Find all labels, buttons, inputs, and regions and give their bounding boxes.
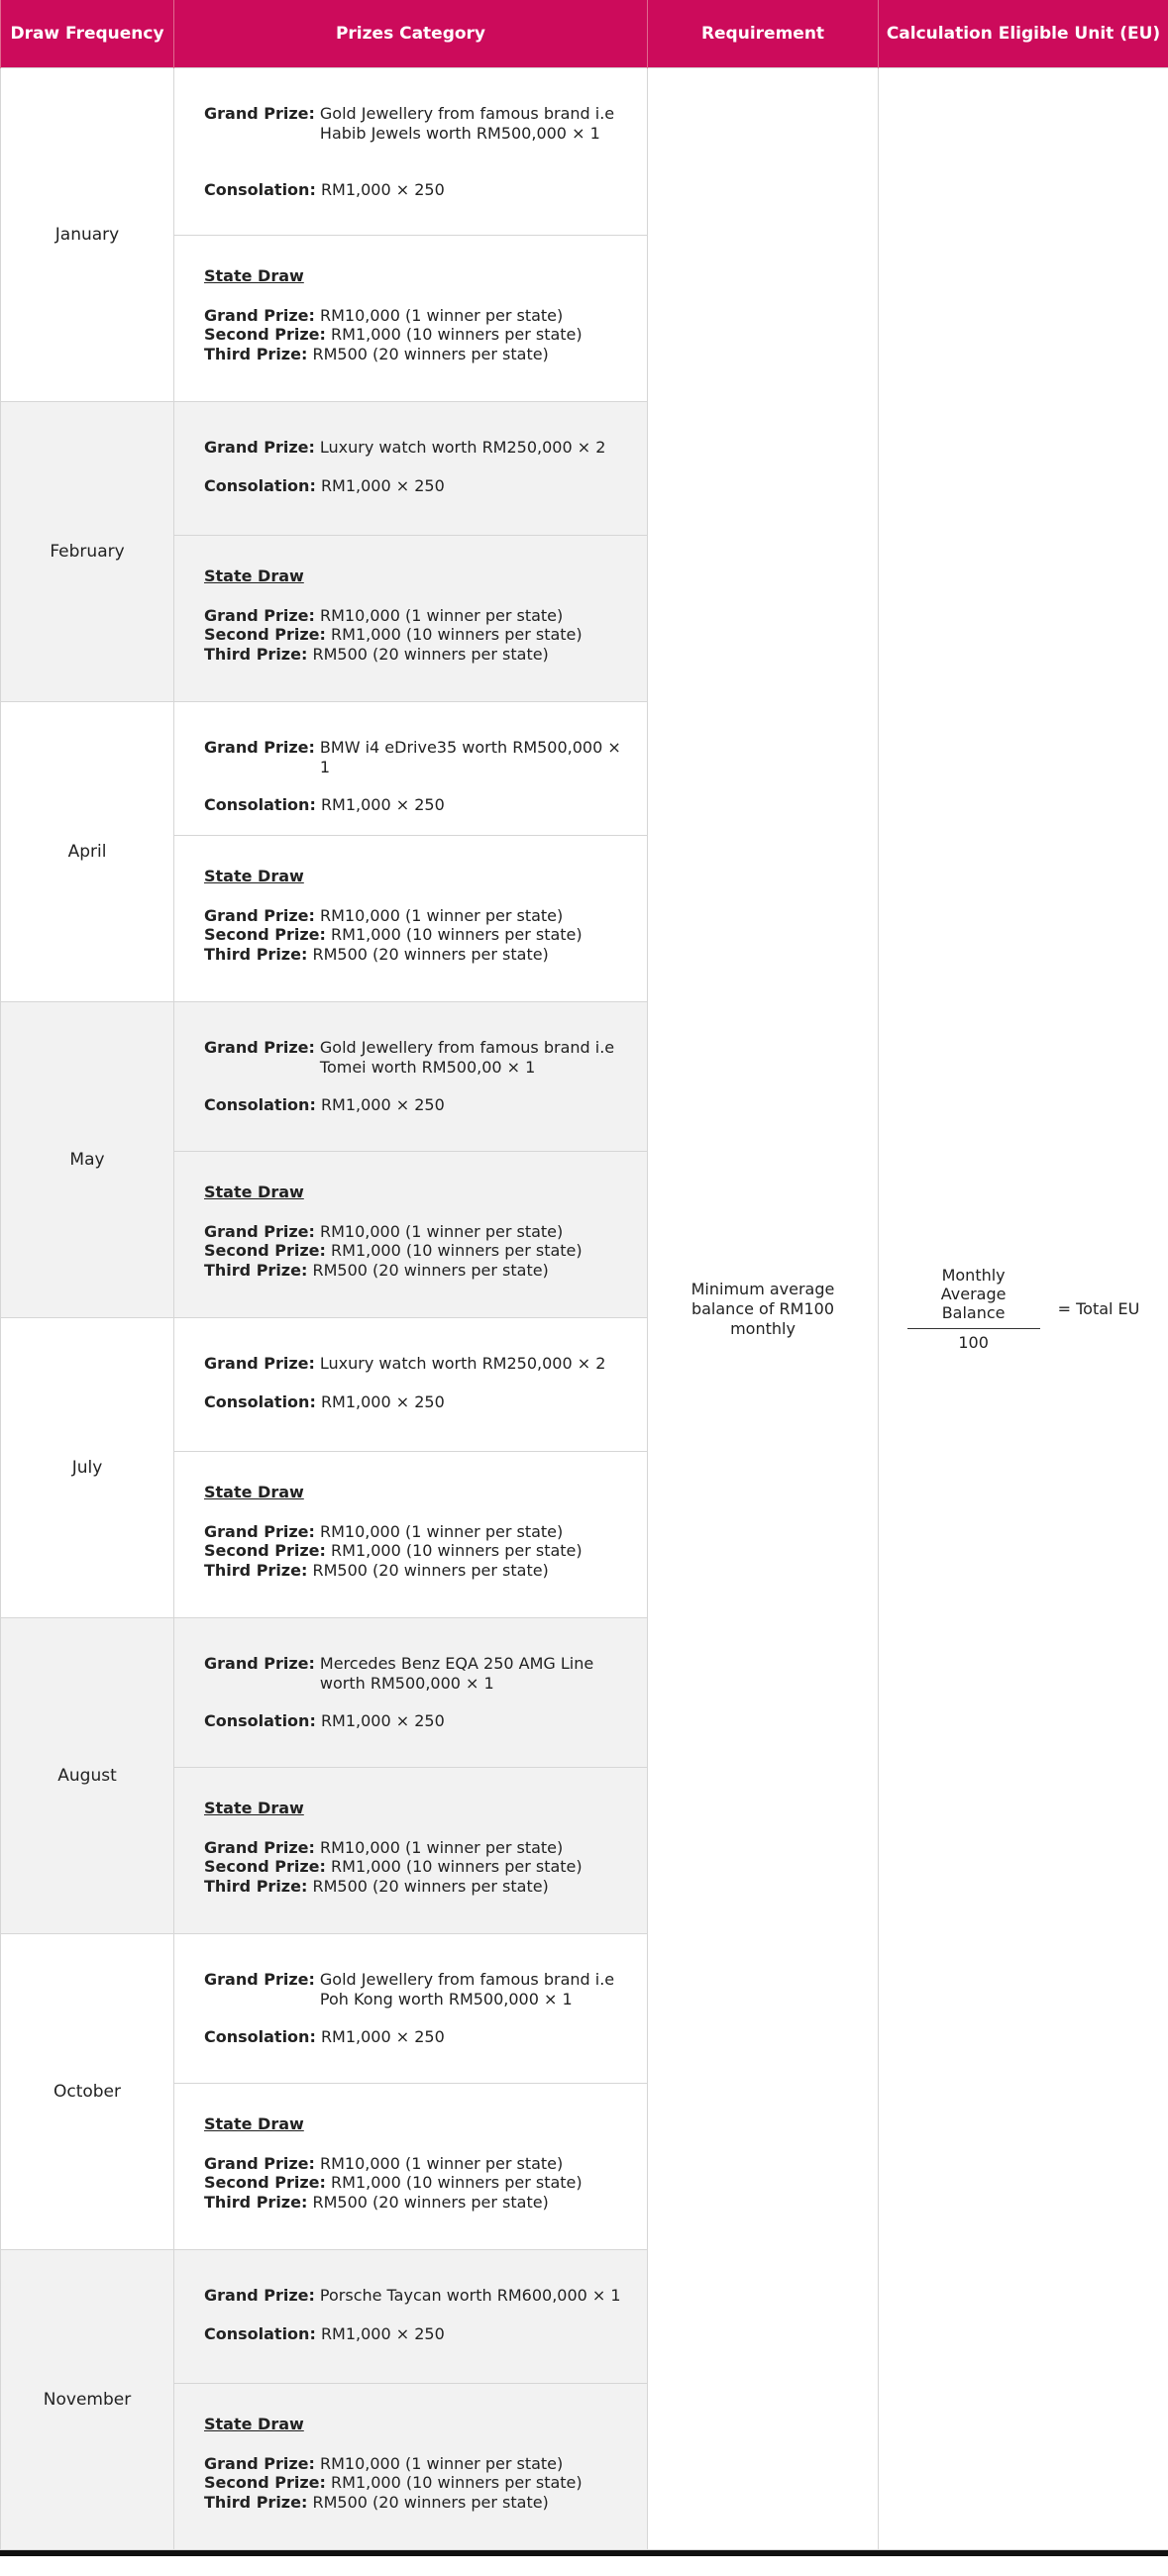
grand-prize-value: Mercedes Benz EQA 250 AMG Line worth RM500,000 × 1 xyxy=(319,1654,594,1693)
grand-prize-label: Grand Prize: xyxy=(204,104,315,123)
state-second-value: RM1,000 (10 winners per state) xyxy=(331,1857,583,1876)
state-third-value: RM500 (20 winners per state) xyxy=(312,344,549,363)
state-draw-cell xyxy=(174,1452,648,1618)
main-prizes-cell xyxy=(174,2250,648,2384)
month-cell: November xyxy=(1,2250,174,2550)
state-draw-cell xyxy=(174,536,648,702)
consolation-label: Consolation: xyxy=(204,795,316,814)
grand-prize-label: Grand Prize: xyxy=(204,1837,315,1857)
consolation-label: Consolation: xyxy=(204,1095,316,1114)
grand-prize-value: BMW i4 eDrive35 worth RM500,000 × 1 xyxy=(319,738,621,776)
main-prizes-cell xyxy=(174,402,648,536)
state-second-value: RM1,000 (10 winners per state) xyxy=(331,2173,583,2192)
month-cell: August xyxy=(1,1618,174,1934)
table-row xyxy=(1,68,1168,236)
third-prize-label: Third Prize: xyxy=(204,1260,308,1280)
state-third-value: RM500 (20 winners per state) xyxy=(312,2492,549,2512)
state-draw-title: State Draw xyxy=(204,1183,304,1201)
third-prize-label: Third Prize: xyxy=(204,2492,308,2512)
state-second-value: RM1,000 (10 winners per state) xyxy=(331,2473,583,2492)
state-third-value: RM500 (20 winners per state) xyxy=(312,644,549,664)
consolation-value: RM1,000 × 250 xyxy=(320,795,445,814)
bottom-rule xyxy=(0,2550,1168,2556)
month-cell: February xyxy=(1,402,174,702)
calculation-cell xyxy=(879,68,1168,2550)
requirement-cell: Minimum average balance of RM100 monthly xyxy=(648,68,879,2550)
state-draw-cell xyxy=(174,2084,648,2250)
formula-denominator: 100 xyxy=(958,1333,989,1352)
grand-prize-value: Gold Jewellery from famous brand i.e Poh Kong worth RM500,000 × 1 xyxy=(319,1970,615,2009)
third-prize-label: Third Prize: xyxy=(204,1560,308,1580)
third-prize-label: Third Prize: xyxy=(204,644,308,664)
state-third-value: RM500 (20 winners per state) xyxy=(312,1876,549,1896)
month-cell: April xyxy=(1,702,174,1002)
state-draw-title: State Draw xyxy=(204,266,304,285)
grand-prize-label: Grand Prize: xyxy=(204,2286,315,2305)
grand-prize-label: Grand Prize: xyxy=(204,738,315,757)
second-prize-label: Second Prize: xyxy=(204,1241,326,1260)
state-draw-title: State Draw xyxy=(204,567,304,585)
grand-prize-value: Luxury watch worth RM250,000 × 2 xyxy=(319,1354,606,1373)
consolation-label: Consolation: xyxy=(204,475,316,495)
consolation-value: RM1,000 × 250 xyxy=(320,475,445,495)
fraction xyxy=(907,1266,1040,1352)
grand-prize-label: Grand Prize: xyxy=(204,1038,315,1057)
grand-prize-label: Grand Prize: xyxy=(204,2453,315,2473)
grand-prize-label: Grand Prize: xyxy=(204,1354,315,1373)
grand-prize-value: Gold Jewellery from famous brand i.e Habib Jewels worth RM500,000 × 1 xyxy=(319,104,615,143)
grand-prize-label: Grand Prize: xyxy=(204,2153,315,2173)
consolation-value: RM1,000 × 250 xyxy=(320,1095,445,1114)
second-prize-label: Second Prize: xyxy=(204,2173,326,2192)
main-prizes-cell xyxy=(174,1002,648,1152)
grand-prize-label: Grand Prize: xyxy=(204,1970,315,1989)
header-calculation-eligible-unit: Calculation Eligible Unit (EU) xyxy=(879,0,1168,68)
state-third-value: RM500 (20 winners per state) xyxy=(312,1260,549,1280)
state-draw-title: State Draw xyxy=(204,867,304,885)
grand-prize-label: Grand Prize: xyxy=(204,438,315,457)
main-prizes-cell xyxy=(174,68,648,236)
state-draw-cell xyxy=(174,1768,648,1934)
consolation-label: Consolation: xyxy=(204,180,316,199)
consolation-label: Consolation: xyxy=(204,2027,316,2046)
state-draw-title: State Draw xyxy=(204,2415,304,2433)
consolation-value: RM1,000 × 250 xyxy=(320,1391,445,1411)
header-prizes-category: Prizes Category xyxy=(174,0,648,68)
grand-prize-value: Porsche Taycan worth RM600,000 × 1 xyxy=(319,2286,621,2305)
month-cell: July xyxy=(1,1318,174,1618)
state-third-value: RM500 (20 winners per state) xyxy=(312,2192,549,2212)
formula-numerator: Monthly Average Balance xyxy=(940,1266,1007,1322)
consolation-label: Consolation: xyxy=(204,1391,316,1411)
state-grand-value: RM10,000 (1 winner per state) xyxy=(320,2453,564,2473)
grand-prize-label: Grand Prize: xyxy=(204,1654,315,1673)
header-requirement: Requirement xyxy=(648,0,879,68)
table-header-row xyxy=(1,0,1168,68)
second-prize-label: Second Prize: xyxy=(204,1857,326,1876)
state-third-value: RM500 (20 winners per state) xyxy=(312,944,549,964)
state-third-value: RM500 (20 winners per state) xyxy=(312,1560,549,1580)
formula-result: = Total EU xyxy=(1057,1299,1140,1318)
consolation-value: RM1,000 × 250 xyxy=(320,1711,445,1730)
state-second-value: RM1,000 (10 winners per state) xyxy=(331,1541,583,1560)
grand-prize-label: Grand Prize: xyxy=(204,1221,315,1241)
state-draw-title: State Draw xyxy=(204,1799,304,1817)
consolation-value: RM1,000 × 250 xyxy=(320,180,445,199)
third-prize-label: Third Prize: xyxy=(204,2192,308,2212)
eu-formula xyxy=(879,1266,1168,1352)
consolation-value: RM1,000 × 250 xyxy=(320,2027,445,2046)
main-prizes-cell xyxy=(174,1318,648,1452)
main-prizes-cell xyxy=(174,702,648,836)
third-prize-label: Third Prize: xyxy=(204,944,308,964)
state-second-value: RM1,000 (10 winners per state) xyxy=(331,325,583,344)
state-second-value: RM1,000 (10 winners per state) xyxy=(331,625,583,644)
second-prize-label: Second Prize: xyxy=(204,625,326,644)
header-draw-frequency: Draw Frequency xyxy=(1,0,174,68)
second-prize-label: Second Prize: xyxy=(204,2473,326,2492)
state-second-value: RM1,000 (10 winners per state) xyxy=(331,925,583,944)
third-prize-label: Third Prize: xyxy=(204,344,308,363)
state-grand-value: RM10,000 (1 winner per state) xyxy=(320,605,564,625)
month-cell: October xyxy=(1,1934,174,2250)
state-grand-value: RM10,000 (1 winner per state) xyxy=(320,1521,564,1541)
third-prize-label: Third Prize: xyxy=(204,1876,308,1896)
state-draw-cell xyxy=(174,2384,648,2550)
state-draw-cell xyxy=(174,1152,648,1318)
grand-prize-label: Grand Prize: xyxy=(204,605,315,625)
second-prize-label: Second Prize: xyxy=(204,1541,326,1560)
main-prizes-cell xyxy=(174,1618,648,1768)
main-prizes-cell xyxy=(174,1934,648,2084)
consolation-value: RM1,000 × 250 xyxy=(320,2323,445,2343)
state-grand-value: RM10,000 (1 winner per state) xyxy=(320,305,564,325)
month-cell: January xyxy=(1,68,174,402)
state-grand-value: RM10,000 (1 winner per state) xyxy=(320,1221,564,1241)
month-cell: May xyxy=(1,1002,174,1318)
grand-prize-label: Grand Prize: xyxy=(204,905,315,925)
state-draw-cell xyxy=(174,236,648,402)
grand-prize-value: Luxury watch worth RM250,000 × 2 xyxy=(319,438,606,457)
grand-prize-label: Grand Prize: xyxy=(204,305,315,325)
state-draw-title: State Draw xyxy=(204,1483,304,1501)
state-grand-value: RM10,000 (1 winner per state) xyxy=(320,1837,564,1857)
state-draw-cell xyxy=(174,836,648,1002)
state-grand-value: RM10,000 (1 winner per state) xyxy=(320,905,564,925)
state-second-value: RM1,000 (10 winners per state) xyxy=(331,1241,583,1260)
state-grand-value: RM10,000 (1 winner per state) xyxy=(320,2153,564,2173)
consolation-label: Consolation: xyxy=(204,1711,316,1730)
consolation-label: Consolation: xyxy=(204,2323,316,2343)
second-prize-label: Second Prize: xyxy=(204,325,326,344)
grand-prize-label: Grand Prize: xyxy=(204,1521,315,1541)
grand-prize-value: Gold Jewellery from famous brand i.e Tomei worth RM500,00 × 1 xyxy=(319,1038,615,1077)
second-prize-label: Second Prize: xyxy=(204,925,326,944)
state-draw-title: State Draw xyxy=(204,2114,304,2133)
